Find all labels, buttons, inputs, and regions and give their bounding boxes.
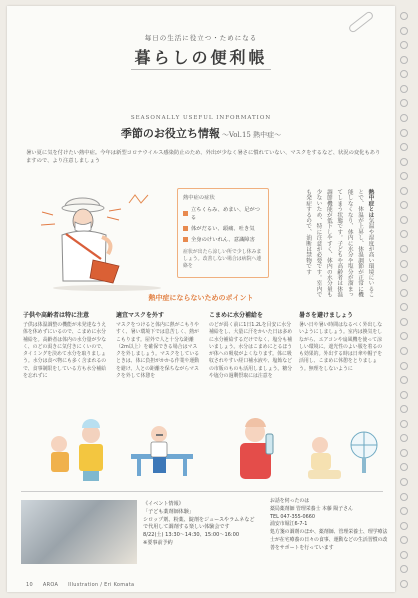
event-photo	[21, 500, 137, 564]
binder-ring-icon	[400, 201, 408, 209]
binder-rings	[400, 12, 412, 588]
binder-ring-icon	[400, 289, 408, 297]
feature-series: SEASONALLY USEFUL INFORMATION	[130, 115, 272, 121]
masked-person-bench-illustration	[119, 416, 201, 488]
child-and-grandpa-illustration	[36, 416, 116, 488]
orange-square-icon	[183, 211, 188, 216]
symptom-item	[183, 205, 263, 221]
header-kicker: 毎日の生活に役立つ・ためになる	[144, 34, 258, 42]
symptoms-note: 症状が出たら涼しい所で少し休みましょう。改善しない場合は病院へ連絡を	[183, 249, 262, 269]
point-body: のどが渇く前に1日1.2Lを目安に水分補給をし、大量に汗をかいた日は多めに水分補給するだけでなく、塩分も補いましょう。水分はこまめにとるほうが体への吸収がよくなります。体に吸収されやすい経口補水液や、塩飴などの市販のものも活用しましょう。糖分や塩分の過剰摂取には注意を	[209, 322, 293, 380]
binder-ring-icon	[400, 114, 408, 122]
event-tag: 《イベント情報》	[143, 501, 184, 507]
event-note: ※要事前予約	[143, 539, 173, 546]
binder-ring-icon	[400, 580, 408, 588]
contact-info	[270, 498, 388, 553]
binder-ring-icon	[400, 41, 408, 49]
binder-ring-icon	[400, 245, 408, 253]
point-title: 暑さを避けましょう	[299, 312, 354, 319]
orange-square-icon	[183, 237, 188, 242]
binder-ring-icon	[400, 85, 408, 93]
binder-ring-icon	[400, 347, 408, 355]
point-title: こまめに水分補給を	[209, 312, 264, 319]
contact-body: 処方箋の調剤のほか、薬剤師、管理栄養士、理学療法士が在宅療養の日々の食事、運動などの生活習慣の改善をサポートを行っています	[270, 529, 388, 551]
magazine-page	[7, 6, 395, 592]
binder-ring-icon	[400, 172, 408, 180]
binder-ring-icon	[400, 420, 408, 428]
contact-name: 薬局薬剤師 管理栄養士 本藤 陽子さん	[270, 505, 353, 512]
binder-ring-icon	[400, 56, 408, 64]
binder-ring-icon	[400, 507, 408, 515]
contact-tel: TEL 047-355-0660	[270, 513, 316, 520]
binder-ring-icon	[400, 391, 408, 399]
binder-ring-icon	[400, 27, 408, 35]
binder-ring-icon	[400, 434, 408, 442]
point-column-4	[299, 310, 385, 373]
point-title: 子供や高齢者は特に注意	[23, 312, 90, 319]
binder-ring-icon	[400, 551, 408, 559]
about-title: 熱中症とは	[367, 189, 373, 218]
binder-ring-icon	[400, 230, 408, 238]
paper-clip-icon	[348, 10, 375, 34]
binder-ring-icon	[400, 187, 408, 195]
binder-ring-icon	[400, 565, 408, 573]
point-column-3	[209, 310, 295, 380]
symptom-item	[183, 224, 263, 232]
about-body: 気温や湿度が高い環境にいることで、体温が上昇し、体温調節が正常に機能しなくなり、体内に水分や塩分が溜まってしまう状態です。子どもや高齢者は体温調節機能が低下しやすく、体内の水分量も少ないため、特に注意が必要です。室内でも発症するので、油断は禁物です	[304, 189, 373, 298]
symptoms-title: 熱中症の症状	[183, 195, 215, 201]
event-info	[143, 501, 255, 548]
feature-title-text: 季節のお役立ち情報	[120, 127, 220, 140]
symptom-label: 立ちくらみ、めまい、足がつる	[190, 207, 261, 221]
binder-ring-icon	[400, 99, 408, 107]
title-divider	[131, 69, 271, 70]
fan-and-sitting-person-illustration	[303, 416, 385, 488]
binder-ring-icon	[400, 303, 408, 311]
binder-ring-icon	[400, 70, 408, 78]
binder-ring-icon	[400, 143, 408, 151]
orange-square-icon	[183, 226, 188, 231]
binder-ring-icon	[400, 332, 408, 340]
binder-ring-icon	[400, 536, 408, 544]
page-number: 10	[26, 582, 33, 588]
about-heatstroke-vertical	[275, 189, 375, 301]
point-title: 適宜マスクを外す	[116, 312, 165, 319]
point-body: 子供は体温調整の機能が未発達なうえ体を休めずにいるので、こまめに水分補給を。高齢者は体内の水分量が少なく、のどの渇きに気付きにくいので、タイミングを決めて水分を取りましょう。水分は食べ物にも多く含まれるので、食事制限をしている方も水分補給を忘れずに	[23, 322, 107, 380]
feature-intro: 暑い夏に気を付けたい熱中症。今年は新型コロナウイルス感染防止のため、外出が少なく暑さに慣れていない、マスクをするなど、状況の変化もありますので、より注意しましょう	[26, 150, 381, 164]
binder-ring-icon	[400, 522, 408, 530]
binder-ring-icon	[400, 129, 408, 137]
point-column-1	[23, 310, 109, 380]
point-body: マスクをつけると体内に熱がこもりやすく、暑い環境下では息苦しく、熱がこもります。屋外で人と十分な距離（2m以上）を確保できる場合はマスクを外しましょう。マスクをしているときは、体に負担がかかる作業や運動を避け、人との距離を保ちながらマスクを外して休憩を	[116, 322, 200, 380]
event-body: シロップ剤、粉薬、錠剤をジュースやラムネなどで代用して調剤する楽しい体験会です	[143, 516, 255, 531]
binder-ring-icon	[400, 216, 408, 224]
binder-ring-icon	[400, 405, 408, 413]
heatstroke-illustration	[33, 187, 169, 291]
contact-address: 浦安市堀江6-7-1	[270, 521, 308, 528]
symptom-item	[183, 235, 263, 243]
binder-ring-icon	[400, 493, 408, 501]
symptom-label: 体がだるい、頭痛、吐き気	[191, 226, 255, 232]
binder-ring-icon	[400, 362, 408, 370]
binder-ring-icon	[400, 376, 408, 384]
magazine-brand: AROA	[42, 582, 59, 588]
feature-title	[7, 125, 395, 141]
symptoms-box	[177, 188, 269, 278]
binder-ring-icon	[400, 260, 408, 268]
binder-ring-icon	[400, 12, 408, 20]
points-heading: 熱中症にならないためのポイント	[148, 294, 254, 302]
bottom-divider	[21, 491, 383, 492]
contact-lead: お話を伺ったのは	[270, 498, 310, 504]
binder-ring-icon	[400, 274, 408, 282]
drinking-person-illustration	[212, 410, 294, 486]
binder-ring-icon	[400, 478, 408, 486]
page-title: 暮らしの便利帳	[134, 48, 268, 67]
binder-ring-icon	[400, 449, 408, 457]
binder-ring-icon	[400, 158, 408, 166]
symptom-label: 全身のけいれん、意識障害	[191, 237, 255, 243]
page-footer	[26, 582, 142, 588]
binder-ring-icon	[400, 318, 408, 326]
point-body: 暑い日や暑い時間はなるべく外出しないようにしましょう。室内は換気をしながら、エアコンや扇風機を使って涼しい環境に。遮光性のよい服を着るのも効果的。外出する時は日傘や帽子を活用し、こまめに休憩をとりましょう。無理をしないように	[299, 322, 383, 372]
event-title: 「子ども薬剤師体験」	[143, 508, 194, 515]
feature-volume: 〜Vol.15 熱中症〜	[221, 131, 282, 139]
illustration-credit: Illustration / Eri Komata	[68, 582, 135, 588]
binder-ring-icon	[400, 463, 408, 471]
point-column-2	[116, 310, 202, 380]
event-date: 8/22(土) 13:30〜14:30、15:00〜16:00	[143, 532, 240, 539]
